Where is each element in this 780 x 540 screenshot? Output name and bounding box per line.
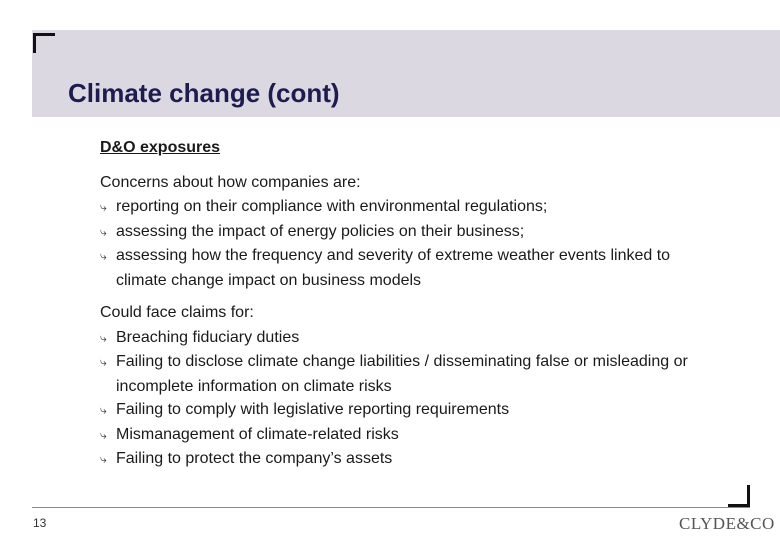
slide-title: Climate change (cont) (68, 78, 340, 108)
list-item: ⤷ reporting on their compliance with environmental regulations; (100, 195, 700, 220)
list-item: ⤷ Failing to disclose climate change liabilities / disseminating false or misleading or incomplete information on climate risks (100, 353, 688, 395)
curved-arrow-bullet-icon: ⤷ (100, 249, 107, 263)
curved-arrow-bullet-icon: ⤷ (100, 403, 107, 417)
curved-arrow-bullet-icon: ⤷ (100, 452, 107, 466)
section2-bullets (100, 326, 700, 472)
subheading: D&O exposures (100, 139, 221, 156)
corner-mark-bottom-right-vertical (747, 485, 750, 507)
company-logo: CLYDE&CO (679, 514, 775, 533)
list-item: ⤷ Breaching fiduciary duties (100, 326, 700, 351)
section1-intro: Concerns about how companies are: (100, 173, 361, 191)
curved-arrow-bullet-icon: ⤷ (100, 427, 107, 442)
footer-divider (32, 507, 750, 508)
corner-mark-top-left (33, 33, 55, 36)
slide-content (100, 136, 700, 481)
list-item: ⤷ assessing the impact of energy policies on their business; (100, 220, 700, 245)
curved-arrow-bullet-icon: ⤷ (100, 200, 107, 214)
page-number: 13 (33, 516, 47, 530)
section1-bullets (100, 195, 700, 292)
corner-mark-top-left-vertical (33, 33, 36, 53)
section2-intro: Could face claims for: (100, 304, 254, 321)
list-item: ⤷ Mismanagement of climate-related risks (100, 423, 700, 448)
list-item: ⤷ assessing how the frequency and severity of extreme weather events linked to climate change impact on business models (100, 247, 671, 289)
curved-arrow-bullet-icon: ⤷ (100, 355, 107, 369)
list-item: ⤷ Failing to comply with legislative reporting requirements (100, 398, 700, 423)
curved-arrow-bullet-icon: ⤷ (100, 330, 107, 345)
curved-arrow-bullet-icon: ⤷ (100, 224, 107, 239)
list-item: ⤷ Failing to protect the company’s assets (100, 447, 700, 472)
